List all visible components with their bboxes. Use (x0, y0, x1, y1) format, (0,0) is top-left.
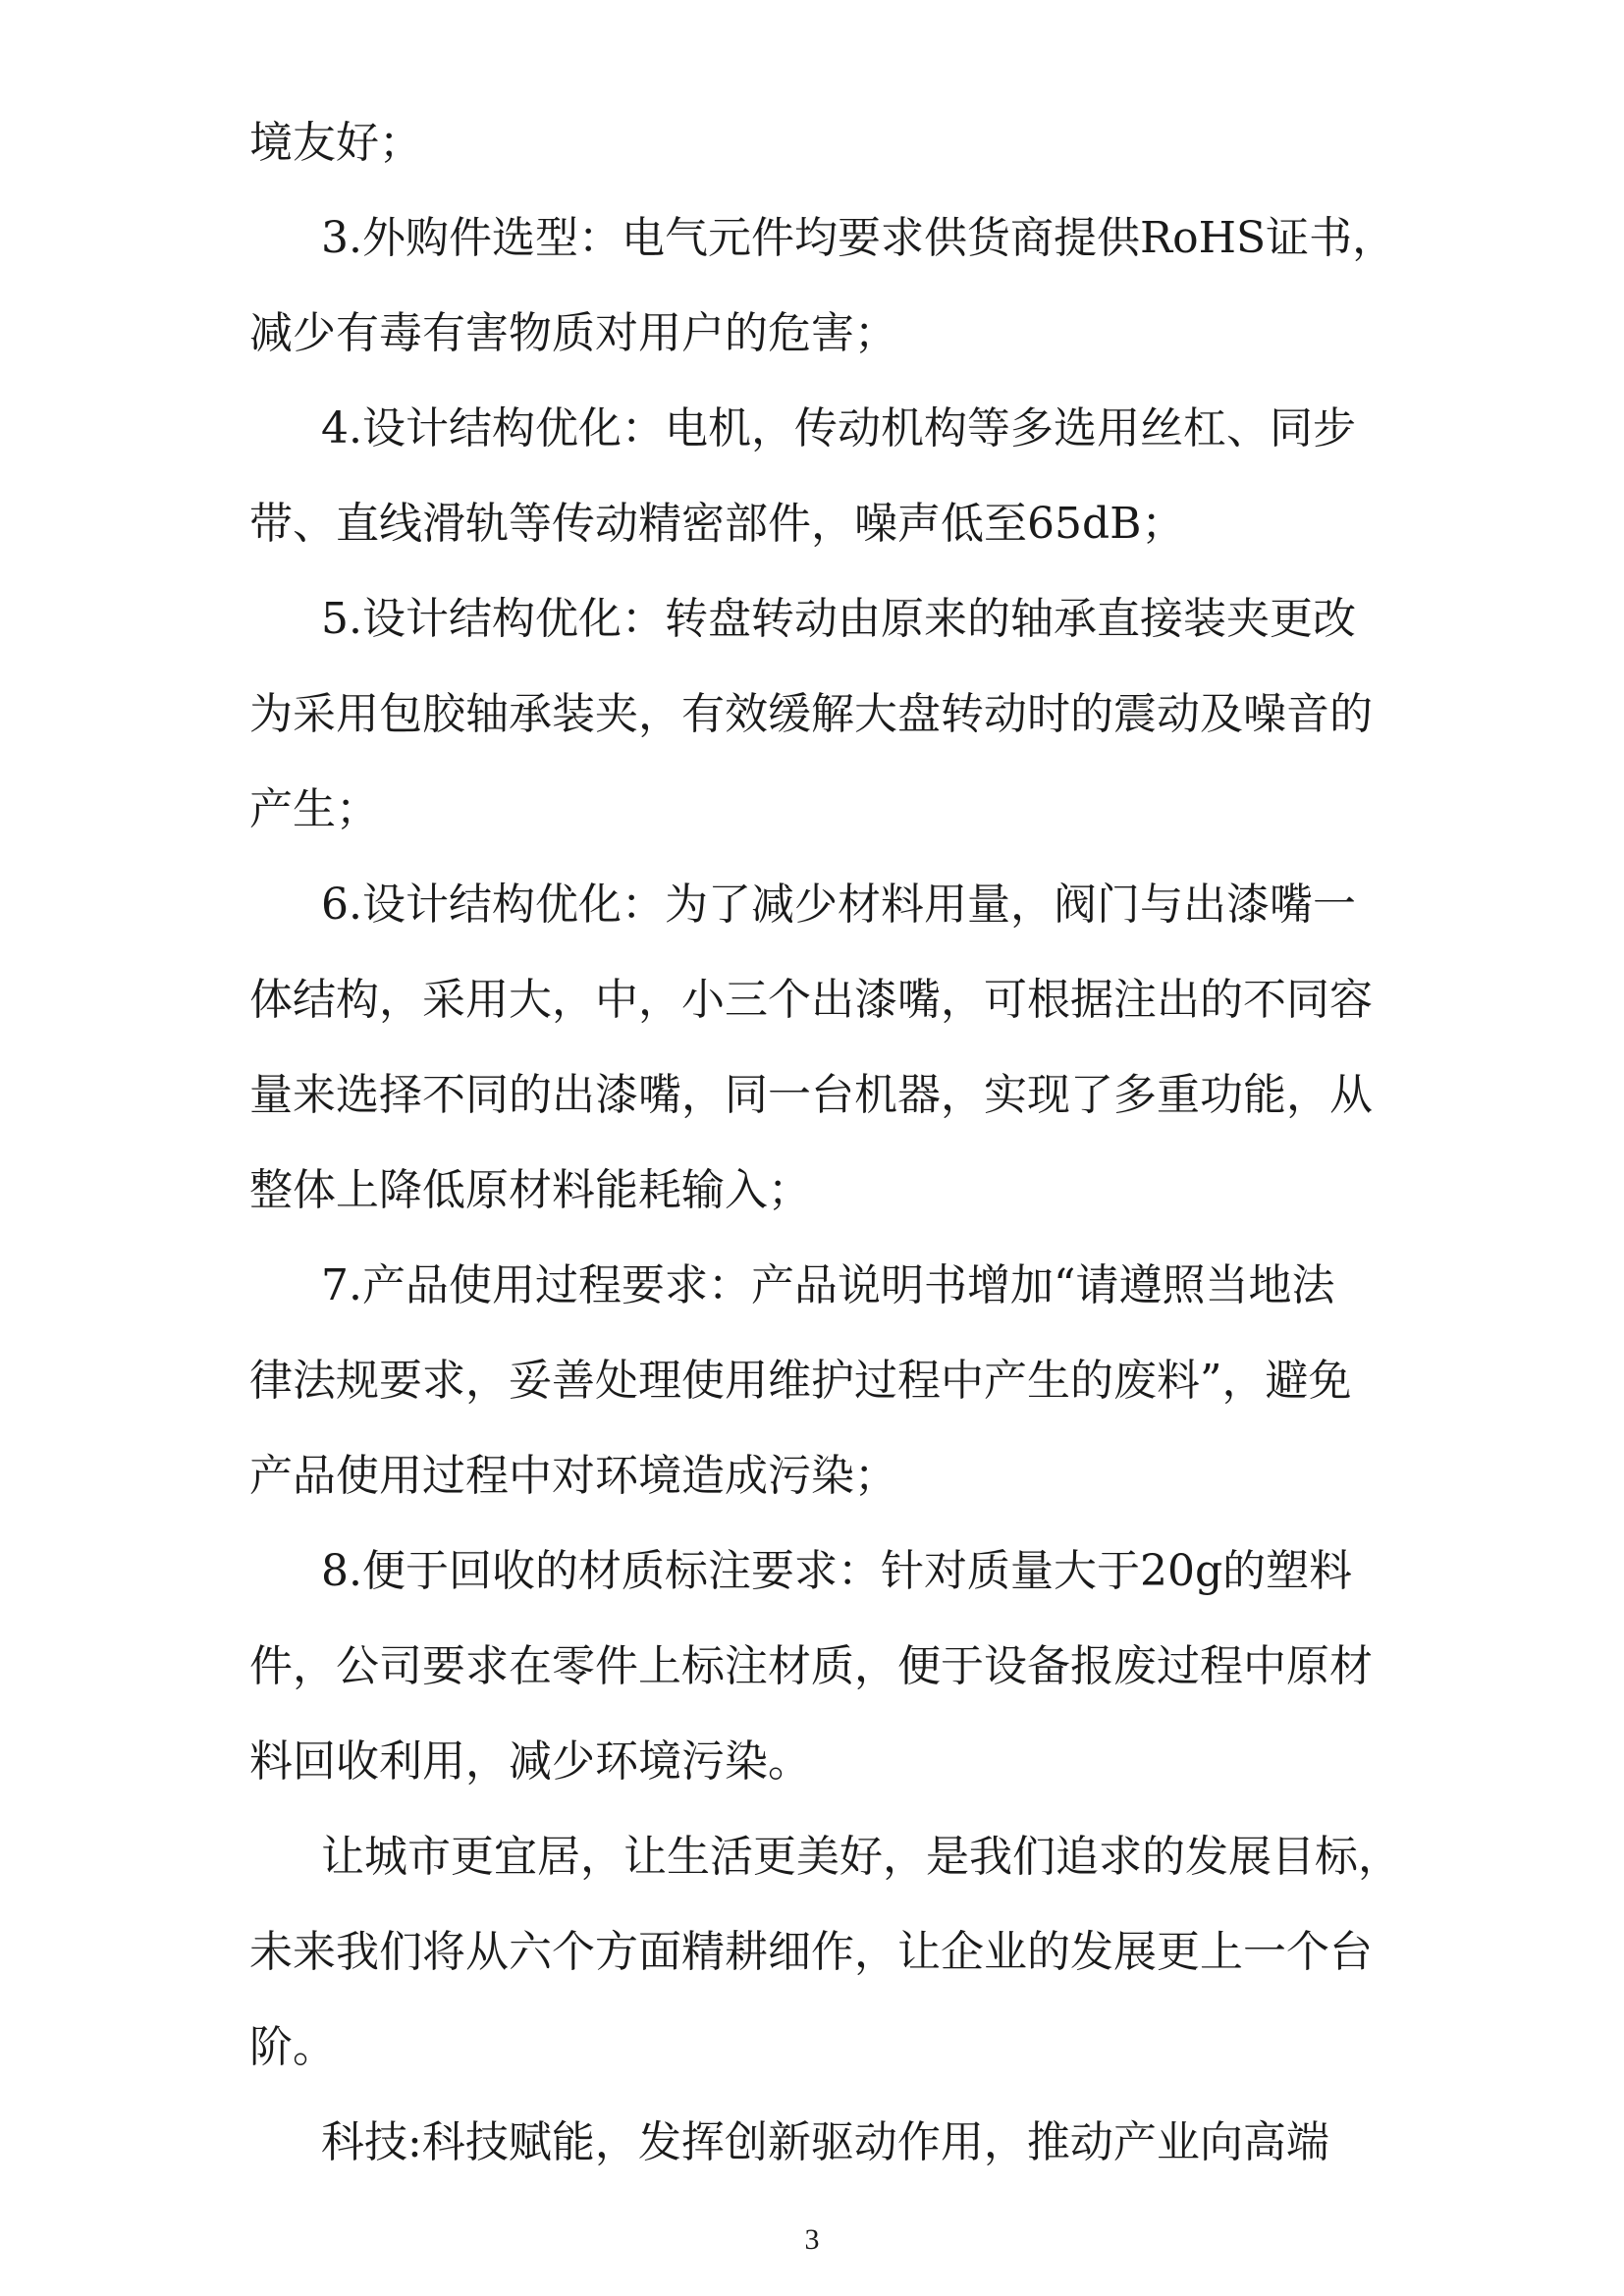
paragraph-1-line-1: 境友好； (249, 118, 422, 168)
item-3-line-2: 减少有毒有害物质对用户的危害； (249, 308, 897, 358)
item-7-line-1: 7.产品使用过程要求：产品说明书增加“请遵照当地法 (321, 1260, 1335, 1310)
item-8-line-3: 料回收利用，减少环境污染。 (249, 1736, 811, 1787)
item-6-line-2: 体结构，采用大，中，小三个出漆嘴，可根据注出的不同容 (249, 975, 1373, 1025)
tech-paragraph-line-1: 科技:科技赋能，发挥创新驱动作用，推动产业向高端 (321, 2117, 1329, 2167)
item-5-line-1: 5.设计结构优化：转盘转动由原来的轴承直接装夹更改 (321, 594, 1356, 644)
item-7-line-3: 产品使用过程中对环境造成污染； (249, 1451, 897, 1501)
item-4-line-1: 4.设计结构优化：电机，传动机构等多选用丝杠、同步 (321, 403, 1356, 454)
item-7-line-2: 律法规要求，妥善处理使用维护过程中产生的废料”，避免 (249, 1356, 1352, 1406)
item-6-line-4: 整体上降低原材料能耗输入； (249, 1165, 811, 1215)
item-5-line-3: 产生； (249, 784, 379, 834)
item-5-line-2: 为采用包胶轴承装夹，有效缓解大盘转动时的震动及噪音的 (249, 689, 1373, 739)
item-6-line-1: 6.设计结构优化：为了减少材料用量，阀门与出漆嘴一 (321, 880, 1356, 930)
item-8-line-1: 8.便于回收的材质标注要求：针对质量大于20g的塑料 (321, 1546, 1353, 1596)
item-8-line-2: 件，公司要求在零件上标注材质，便于设备报废过程中原材 (249, 1641, 1373, 1691)
item-3-line-1: 3.外购件选型：电气元件均要求供货商提供RoHS证书， (321, 213, 1396, 263)
item-4-line-2: 带、直线滑轨等传动精密部件，噪声低至65dB； (249, 499, 1185, 549)
goal-paragraph-line-1: 让城市更宜居，让生活更美好，是我们追求的发展目标， (321, 1832, 1401, 1882)
goal-paragraph-line-2: 未来我们将从六个方面精耕细作，让企业的发展更上一个台 (249, 1927, 1373, 1977)
item-6-line-3: 量来选择不同的出漆嘴，同一台机器，实现了多重功能，从 (249, 1070, 1373, 1120)
goal-paragraph-line-3: 阶。 (249, 2022, 336, 2072)
page-number: 3 (804, 2223, 820, 2256)
